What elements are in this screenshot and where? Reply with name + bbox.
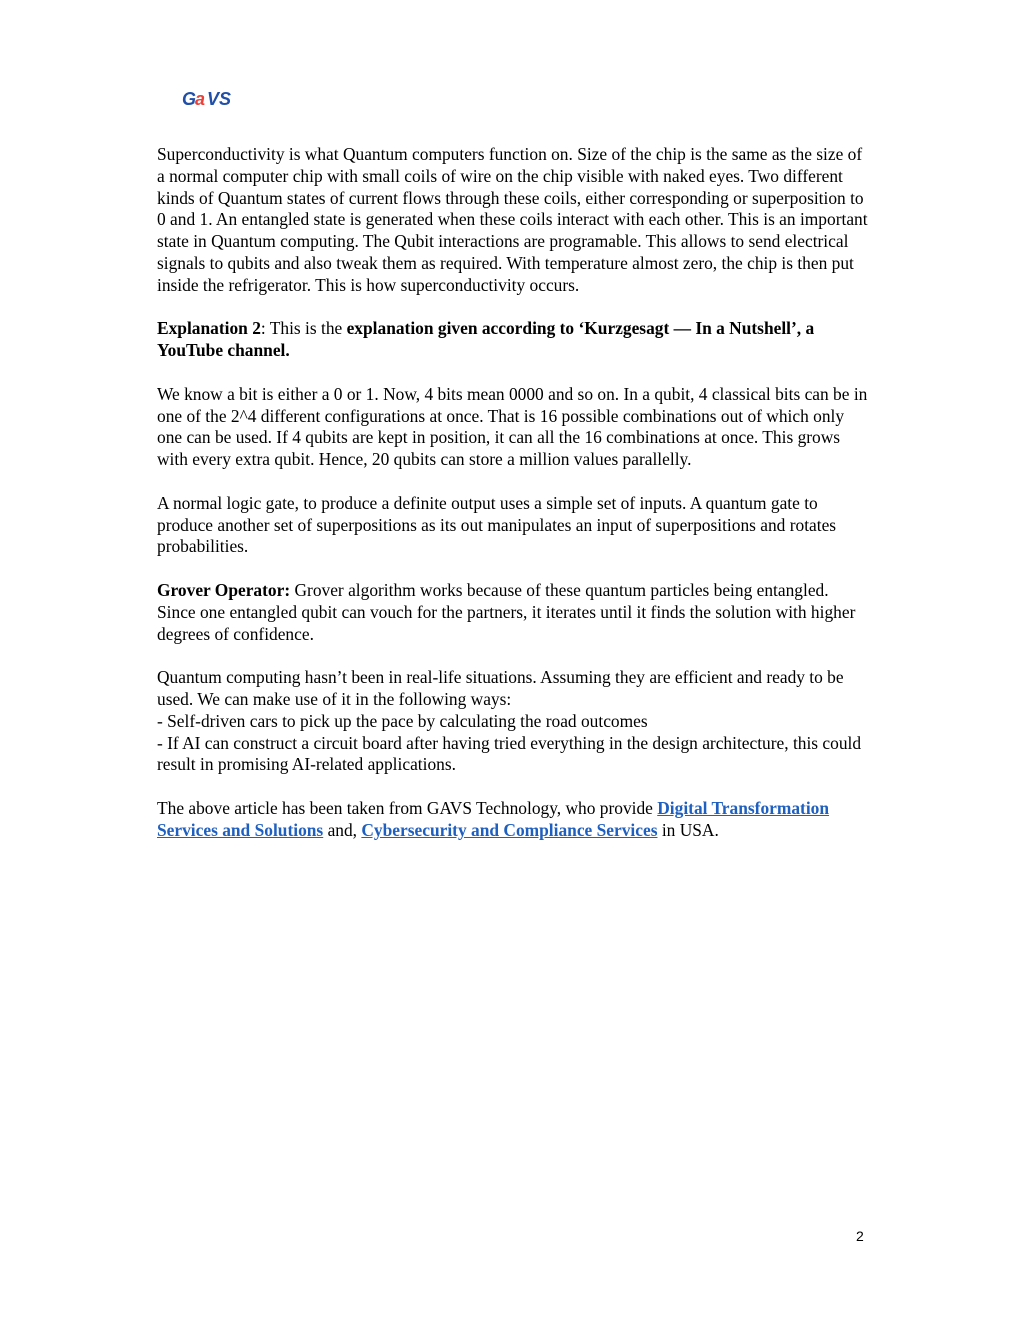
cybersecurity-compliance-link[interactable]: Cybersecurity and Compliance Services (361, 819, 658, 840)
closing-suffix: in USA. (657, 819, 719, 840)
page-number: 2 (856, 1228, 864, 1244)
svg-text:a: a (195, 89, 206, 109)
paragraph-closing (157, 798, 871, 842)
paragraph-explanation-2 (157, 318, 871, 362)
gavs-logo-mark (182, 89, 254, 109)
closing-prefix: The above article has been taken from GAVS Technology, who provide (157, 797, 658, 818)
list-item: - Self-driven cars to pick up the pace by calculating the road outcomes (157, 710, 648, 731)
gavs-logo (182, 89, 254, 109)
paragraph-logic-gate: A normal logic gate, to produce a definite output uses a simple set of inputs. A quantum gate to produce another set of superpositions as its out manipulates an input of superpositions and rotates probabilities. (157, 492, 837, 557)
paragraph-superconductivity: Superconductivity is what Quantum computers function on. Size of the chip is the same as the size of a normal computer chip with small coils of wire on the chip visible with naked eyes. Two different kinds of Quantum states of current flows through these coils, either corresponding or superposition to 0 and 1. An entangled state is generated when these coils interact with each other. This is an important state in Quantum computing. The Qubit interactions are programable. This allows to send electrical signals to qubits and also tweak them as required. With temperature almost zero, the chip is then put inside the refrigerator. This is how superconductivity occurs. (157, 144, 868, 295)
digital-transformation-link[interactable]: Digital Transformation Services and Solutions (157, 797, 830, 840)
paragraph-bits-qubits: We know a bit is either a 0 or 1. Now, 4 bits mean 0000 and so on. In a qubit, 4 classical bits can be in one of the 2^4 different configurations at once. That is 16 possible combinations out of which only one can be used. If 4 qubits are kept in position, it can all the 16 combinations at once. This grows with every extra qubit. Hence, 20 qubits can store a million values parallelly. (157, 383, 868, 470)
list-item: - If AI can construct a circuit board after having tried everything in the design architecture, this could result in promising AI-related applications. (157, 732, 862, 775)
applications-intro: Quantum computing hasn’t been in real-life situations. Assuming they are efficient and ready to be used. We can make use of it in the following ways: (157, 667, 844, 709)
explanation-2-label: Explanation 2 (157, 318, 261, 339)
grover-label: Grover Operator: (157, 579, 291, 600)
document-body (157, 144, 871, 863)
grover-text: Grover algorithm works because of these quantum particles being entangled. Since one entangled qubit can vouch for the partners, it iterates until it finds the solution with higher degrees of confidence. (157, 579, 856, 644)
paragraph-applications (157, 667, 871, 776)
svg-text:G: G (182, 89, 197, 109)
svg-text:VS: VS (207, 89, 232, 109)
explanation-2-mid: : This is the (260, 318, 347, 339)
explanation-2-bold-text: explanation given according to ‘Kurzgesagt — In a Nutshell’, a YouTube channel. (157, 318, 815, 361)
closing-mid: and, (323, 819, 362, 840)
paragraph-grover-operator (157, 580, 871, 645)
